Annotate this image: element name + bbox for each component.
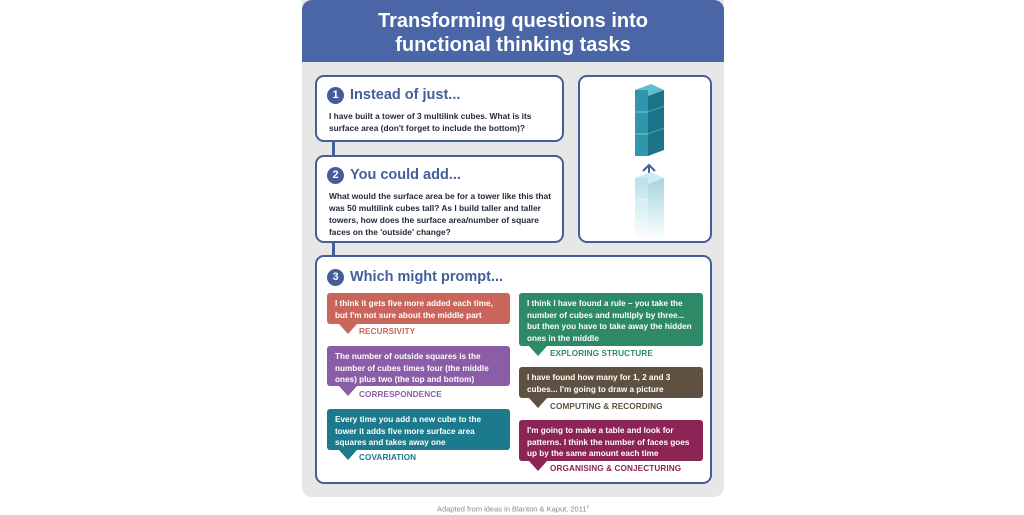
step-1-text [329,110,561,134]
caption-text: Adapted from ideas in Blanton & Kaput, 2011 [436,504,587,514]
prompt-tail [529,398,547,408]
prompt-line: ones) plus two (the top and bottom) [335,375,475,385]
step-1-box [315,75,564,142]
prompt-tail [529,346,547,356]
label-recursivity: RECURSIVITY [359,327,416,336]
prompt-tail [339,450,357,460]
step-1-number: 1 [327,87,344,104]
step-2-line: towers, how does the surface area/number of square [329,215,539,225]
step-1-title: Instead of just... [350,87,461,103]
label-organising-conjecturing: ORGANISING & CONJECTURING [550,464,682,473]
prompt-bubble-computing-recording [519,367,703,398]
prompt-bubble-organising-conjecturing [519,420,703,461]
step-2-box [315,155,564,243]
prompt-line: number of cubes times four (the middle [335,363,489,373]
caption-superscript: v [586,504,590,510]
prompt-line: patterns. I think the number of faces goes [527,437,690,447]
label-covariation: COVARIATION [359,453,417,462]
prompt-line: number of cubes and multiply by three... [527,310,685,320]
prompt-bubble-recursivity [327,293,510,324]
step-3-title: Which might prompt... [350,269,504,285]
step-1-line: I have built a tower of 3 multilink cubes. What is its [329,111,532,121]
step-2-line: faces on the 'outside' change? [329,227,451,237]
prompt-line: The number of outside squares is the [335,352,481,361]
step-2-line: was 50 multilink cubes tall? As I build taller and taller [329,203,541,213]
step-2-number: 2 [327,167,344,184]
infographic-panel [302,0,724,497]
label-computing-recording: COMPUTING & RECORDING [550,402,663,411]
step-2-title: You could add... [350,167,461,183]
prompt-line: squares and takes away one [335,438,446,448]
prompt-tail [339,324,357,334]
prompt-line: up by the same amount each time [527,449,659,459]
prompt-tail [529,461,547,471]
prompt-line: I have found how many for 1, 2 and 3 [527,373,671,382]
prompt-line: I think I have found a rule – you take the [527,299,683,308]
page-title [302,9,724,57]
prompt-bubble-covariation [327,409,510,450]
source-caption [302,502,724,515]
cube-illustration-box [578,75,712,243]
step-2-text [329,190,563,238]
cube-tower-faded [630,172,670,240]
prompt-bubble-correspondence [327,346,510,386]
cube-tower-top [635,84,664,156]
title-line-2: functional thinking tasks [395,34,631,56]
prompt-line: but I'm not sure about the middle part [335,310,482,320]
prompt-bubble-exploring-structure [519,293,703,346]
label-exploring-structure: EXPLORING STRUCTURE [550,349,653,358]
header [302,0,724,62]
prompt-line: but then you have to take away the hidden [527,322,692,332]
prompt-tail [339,386,357,396]
prompt-line: I think it gets five more added each time, [335,299,493,308]
prompt-line: cubes... I'm going to draw a picture [527,384,664,394]
prompt-line: I'm going to make a table and look for [527,426,674,435]
cube-tower-illustration [580,77,709,240]
label-correspondence: CORRESPONDENCE [359,390,442,399]
step-1-line: surface area (don't forget to include the bottom)? [329,123,526,133]
prompt-line: tower it adds five more surface area [335,426,475,436]
step-3-number: 3 [327,269,344,286]
prompt-line: ones in the middle [527,333,599,343]
step-2-line: What would the surface area be for a tower like this that [329,191,551,201]
title-line-1: Transforming questions into [377,10,648,32]
prompt-line: Every time you add a new cube to the [335,415,482,424]
